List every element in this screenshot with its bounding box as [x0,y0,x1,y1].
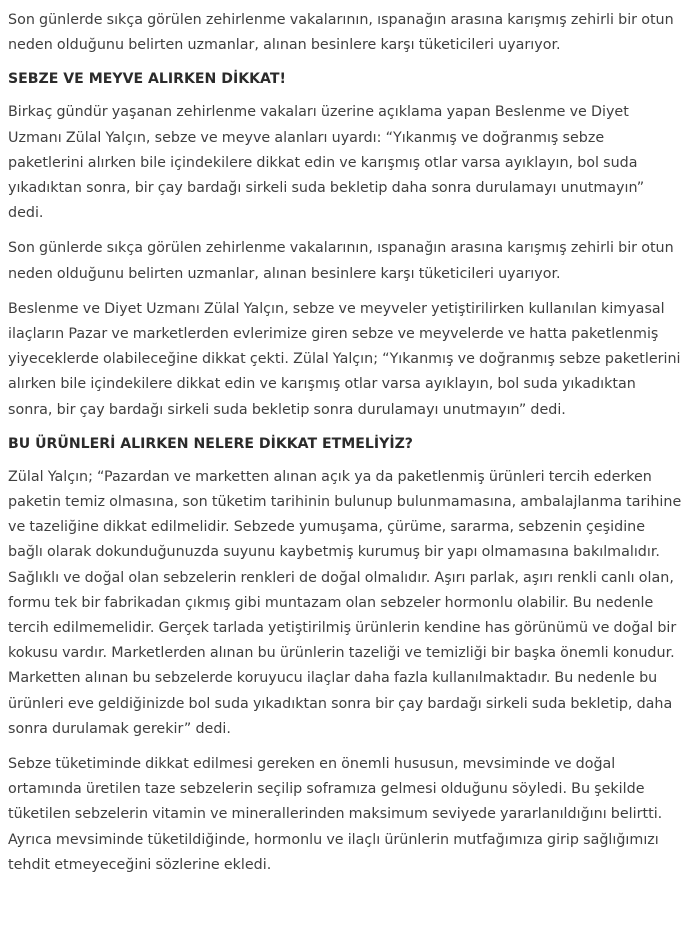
section-heading-vegetable-fruit-warning: SEBZE VE MEYVE ALIRKEN DİKKAT! [8,71,286,88]
article-paragraph-seasonal: Sebze tüketiminde dikkat edilmesi gereken en önemli hususun, mevsiminde ve doğal ortamında üretilen taze sebzelerin seçilip soframıza gelmesi olduğunu söyledi. Bu şekilde tüketilen sebzelerin vitamin ve minerallerinden maksimum seviyede yararlanıldığını belirtti. Ayrıca mevsiminde tüketildiğinde, hormonlu ve ilaçlı ürünlerin mutfağımıza girip sağlığımızı tehdit etmeyeceğini sözlerine ekledi. [8,756,663,873]
section-heading-what-to-watch: BU ÜRÜNLERİ ALIRKEN NELERE DİKKAT ETMELİYİZ? [8,435,413,452]
article-paragraph-buying-tips: Zülal Yalçın; “Pazardan ve marketten alınan açık ya da paketlenmiş ürünleri tercih ederken paketin temiz olmasına, son tüketim tarihinin bulunup bulunmamasına, ambalajlanma tarihine ve tazeliğine dikkat edilmelidir. Sebzede yumuşama, çürüme, sararma, sebzenin çeşidine bağlı olarak dokunduğunuzda suyunu kaybetmiş kurumuş bir yapı olmamasına bakılmalıdır. Sağlıklı ve doğal olan sebzelerin renkleri de doğal olmalıdır. Aşırı parlak, aşırı renkli canlı olan, formu tek bir fabrikadan çıkmış gibi muntazam olan sebzeler hormonlu olabilir. Bu nedenle tercih edilmemelidir. Gerçek tarlada yetiştirilmiş ürünlerin kendine has görünümü ve doğal bir kokusu vardır. Marketlerden alınan bu ürünlerin tazeliği ve temizliği bir başka önemli konudur. Marketten alınan bu sebzelerde koruyucu ilaçlar daha fazla kullanılmaktadır. Bu nedenle bu ürünleri eve geldiğinizde bol suda yıkadıktan sonra bir çay bardağı sirkeli suda bekletip, daha sonra durulamak gerekir” dedi. [8,468,682,737]
article-body [8,8,682,888]
article-paragraph-intro: Son günlerde sıkça görülen zehirlenme vakalarının, ıspanağın arasına karışmış zehirli bir otun neden olduğunu belirten uzmanlar, alınan besinlere karşı tüketicileri uyarıyor. [8,12,674,54]
article-paragraph-chemicals: Beslenme ve Diyet Uzmanı Zülal Yalçın, sebze ve meyveler yetiştirilirken kullanılan kimyasal ilaçların Pazar ve marketlerden evlerimize giren sebze ve meyvelerde ve hatta paketlenmiş yiyeceklerde olabileceğine dikkat çekti. Zülal Yalçın; “Yıkanmış ve doğranmış sebze paketlerini alırken bile içindekilere dikkat edin ve karışmış otlar varsa ayıklayın, bol suda yıkadıktan sonra, bir çay bardağı sirkeli suda bekletip sonra durulamayı unutmayın” dedi. [8,300,681,418]
article-paragraph-repeat-intro: Son günlerde sıkça görülen zehirlenme vakalarının, ıspanağın arasına karışmış zehirli bir otun neden olduğunu belirten uzmanlar, alınan besinlere karşı tüketicileri uyarıyor. [8,240,674,282]
article-paragraph-expert-warning: Birkaç gündür yaşanan zehirlenme vakaları üzerine açıklama yapan Beslenme ve Diyet Uzmanı Zülal Yalçın, sebze ve meyve alanları uyardı: “Yıkanmış ve doğranmış sebze paketlerini alırken bile içindekilere dikkat edin ve karışmış otlar varsa ayıklayın, bol suda yıkadıktan sonra, bir çay bardağı sirkeli suda bekletip daha sonra durulamayı unutmayın” dedi. [8,104,645,222]
